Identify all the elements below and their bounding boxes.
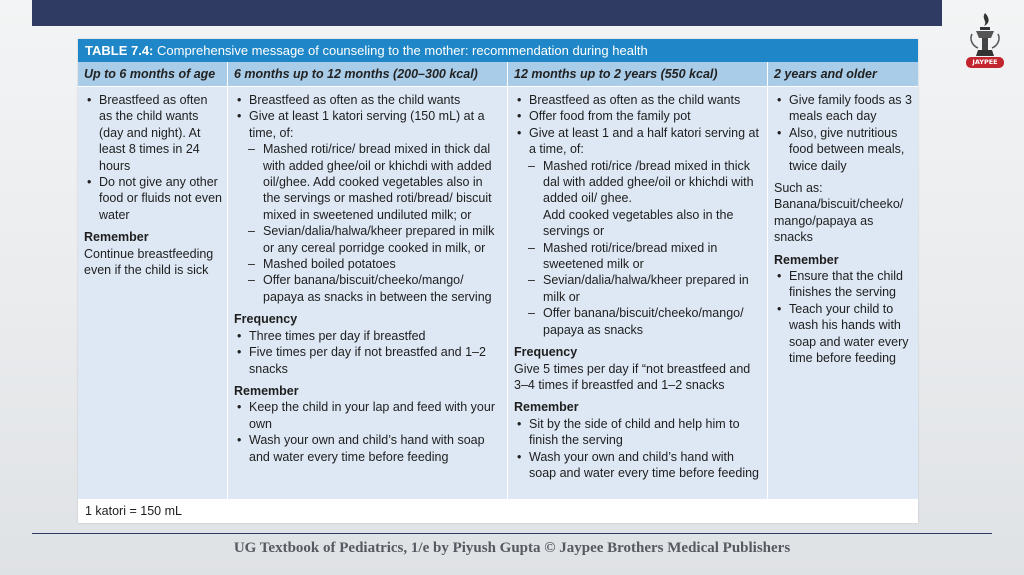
column-header-12-months-to-2-years: 12 months up to 2 years (550 kcal) bbox=[508, 62, 768, 86]
top-banner bbox=[32, 0, 942, 26]
list-item: • Give family foods as 3 meals each day bbox=[774, 92, 914, 125]
remember-text: Continue breastfeeding even if the child is sick bbox=[84, 246, 214, 278]
list-item: • Breastfeed as often as the child wants bbox=[234, 92, 503, 108]
cell-12-months-to-2-years bbox=[508, 87, 768, 499]
frequency-text: Give 5 times per day if “not breastfeed and 3–4 times if breastfed and 1–2 snacks bbox=[514, 361, 751, 392]
list-item: • Offer food from the family pot bbox=[514, 108, 763, 124]
list-item: • Five times per day if not breastfed and 1–2 snacks bbox=[234, 344, 503, 377]
column-header-up-to-6-months: Up to 6 months of age bbox=[78, 62, 228, 86]
table-footnote: 1 katori = 150 mL bbox=[85, 504, 182, 518]
list-item: • Wash your own and child’s hand with soap and water every time before feeding bbox=[514, 449, 763, 482]
dash-item: – Sevian/dalia/halwa/kheer prepared in milk or any cereal porridge cooked in milk, or bbox=[234, 223, 503, 256]
frequency-heading: Frequency bbox=[514, 345, 578, 360]
remember-heading: Remember bbox=[774, 252, 839, 267]
list-item: • Keep the child in your lap and feed with your own bbox=[234, 399, 503, 432]
list-item: • Ensure that the child finishes the serving bbox=[774, 268, 914, 301]
table-title bbox=[78, 39, 918, 62]
list-item: • Breastfeed as often as the child wants bbox=[514, 92, 763, 108]
remember-heading: Remember bbox=[234, 383, 299, 398]
list-item: • Give at least 1 and a half katori serving at a time, of: bbox=[514, 125, 763, 158]
column-header-2-years-and-older: 2 years and older bbox=[774, 67, 877, 81]
table-label: TABLE 7.4: bbox=[85, 43, 154, 58]
cell-up-to-6-months bbox=[78, 87, 228, 499]
remember-heading: Remember bbox=[514, 400, 579, 415]
counseling-table bbox=[78, 39, 918, 523]
dash-item: – Offer banana/biscuit/cheeko/mango/ papaya as snacks bbox=[514, 305, 763, 338]
table-title-text: Comprehensive message of counseling to the mother: recommendation during health bbox=[153, 43, 648, 58]
list-item: • Do not give any other food or fluids not even water bbox=[84, 174, 223, 223]
dash-item: – Mashed roti/rice/ bread mixed in thick dal with added ghee/oil or khichdi with added oil/ghee. Add cooked vegetables also in the servings or mashed roti/bread/ biscuit mixed in sweetened undiluted milk; or bbox=[234, 141, 503, 223]
list-item: • Also, give nutritious food between meals, twice daily bbox=[774, 125, 914, 174]
dash-item: – Mashed boiled potatoes bbox=[234, 256, 503, 272]
dash-item bbox=[514, 158, 763, 240]
list-item: • Teach your child to wash his hands with soap and water every time before feeding bbox=[774, 301, 914, 367]
list-item: • Wash your own and child’s hand with soap and water every time before feeding bbox=[234, 432, 503, 465]
dash-item-extra: Add cooked vegetables also in the servings or bbox=[543, 207, 734, 239]
remember-heading: Remember bbox=[84, 230, 149, 245]
footer-divider bbox=[32, 533, 992, 534]
jaypee-logo bbox=[964, 10, 1006, 70]
table-header-row bbox=[78, 62, 918, 87]
dash-item: – Sevian/dalia/halwa/kheer prepared in milk or bbox=[514, 272, 763, 305]
footer-citation: UG Textbook of Pediatrics, 1/e by Piyush Gupta © Jaypee Brothers Medical Publishers bbox=[233, 540, 791, 556]
list-item: • Breastfeed as often as the child wants (day and night). At least 8 times in 24 hours bbox=[84, 92, 223, 174]
dash-item: – Offer banana/biscuit/cheeko/mango/ papaya as snacks in between the serving bbox=[234, 272, 503, 305]
list-item: • Three times per day if breastfed bbox=[234, 328, 503, 344]
list-item: • Sit by the side of child and help him to finish the serving bbox=[514, 416, 763, 449]
frequency-heading: Frequency bbox=[234, 312, 298, 327]
such-as-text: Such as: Banana/biscuit/cheeko/ mango/papaya as snacks bbox=[774, 181, 904, 245]
logo-label: JAYPEE bbox=[966, 57, 1004, 68]
column-header-6-to-12-months: 6 months up to 12 months (200–300 kcal) bbox=[228, 62, 508, 86]
list-item: • Give at least 1 katori serving (150 mL) at a time, of: bbox=[234, 108, 503, 141]
cell-6-to-12-months bbox=[228, 87, 508, 499]
dash-item: – Mashed roti/rice/bread mixed in sweetened milk or bbox=[514, 240, 763, 273]
torch-icon bbox=[964, 10, 1006, 58]
dash-item-text: Mashed roti/rice /bread mixed in thick dal with added ghee/oil or khichdi with added oil/ ghee. bbox=[543, 158, 754, 206]
cell-2-years-and-older bbox=[768, 87, 918, 499]
table-body-row bbox=[78, 87, 918, 499]
